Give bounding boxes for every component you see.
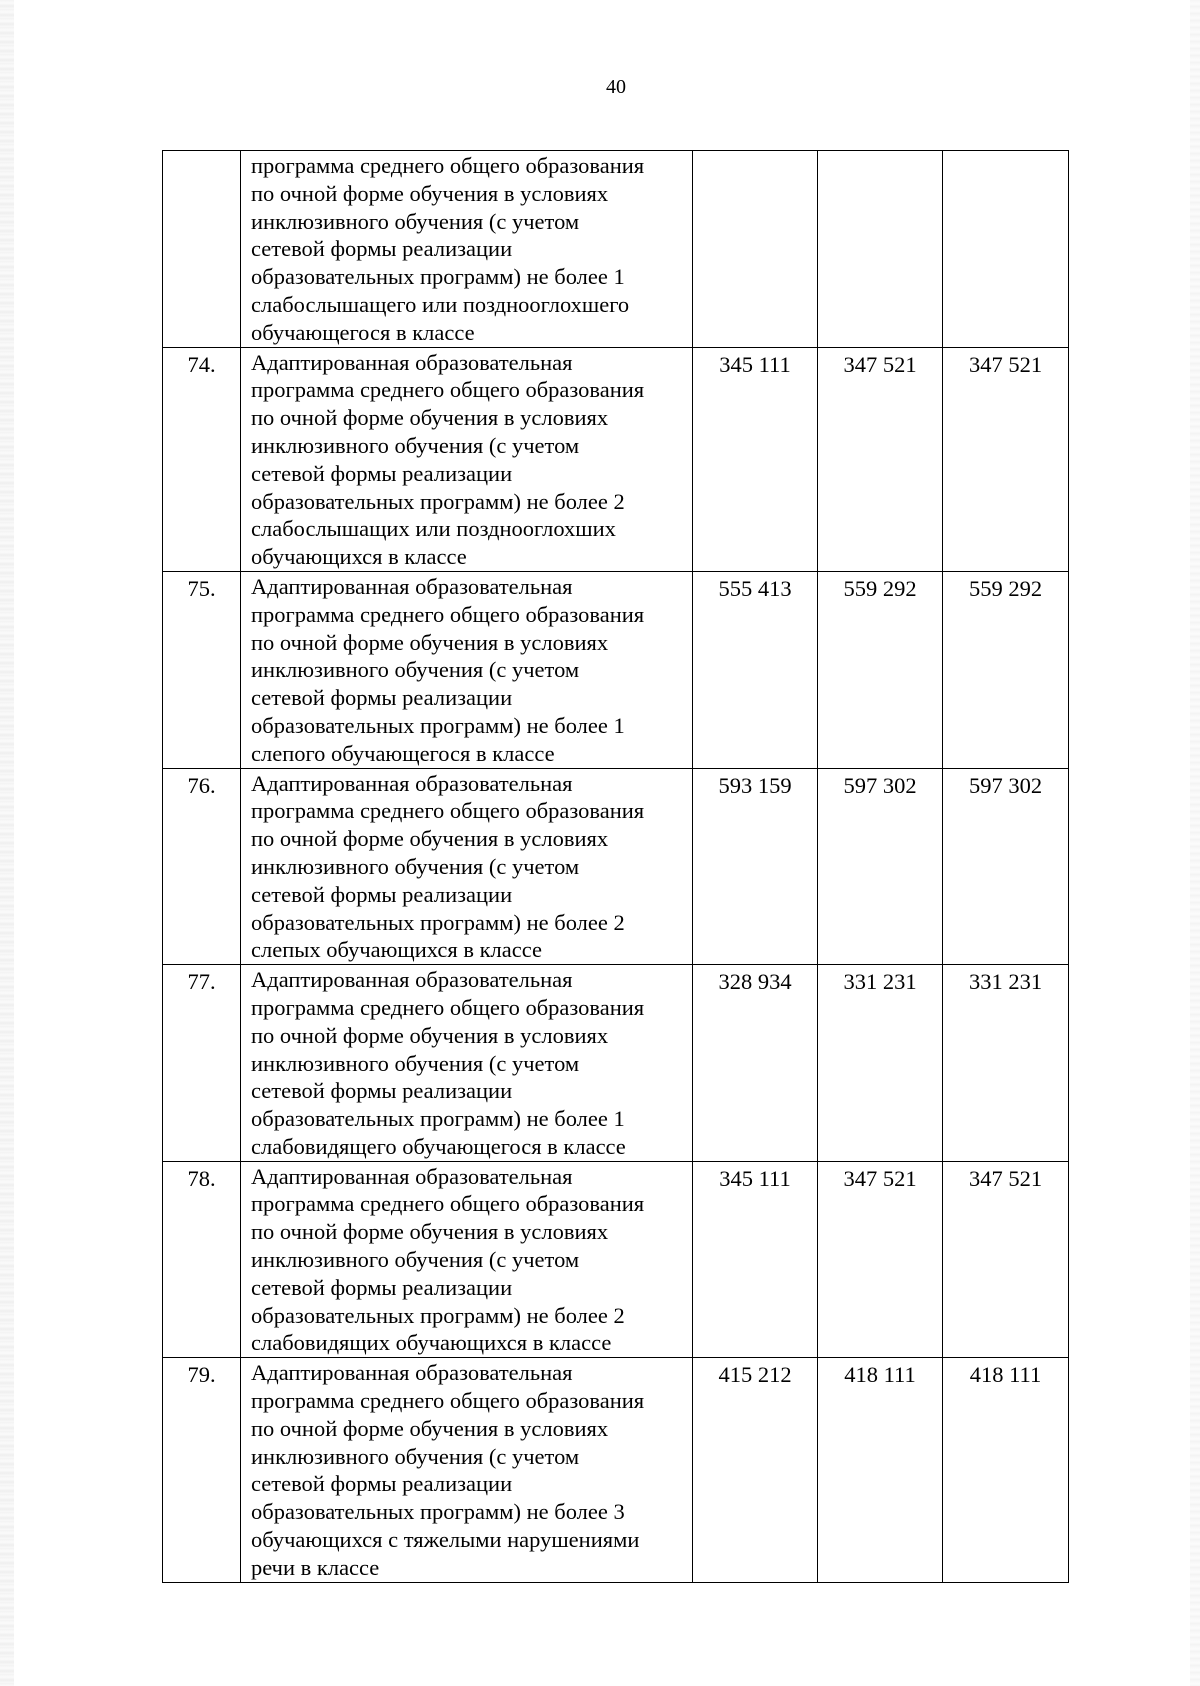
table-row bbox=[163, 1161, 1069, 1358]
row-value-3: 331 231 bbox=[943, 965, 1069, 1162]
scan-edge-left bbox=[0, 0, 14, 1686]
description-line: образовательных программ) не более 1 bbox=[251, 712, 625, 738]
description-line: сетевой формы реализации bbox=[251, 685, 513, 711]
row-value-2: 347 521 bbox=[818, 347, 943, 571]
description-line: программа среднего общего образования bbox=[251, 994, 645, 1020]
row-value-3 bbox=[943, 151, 1069, 348]
row-description bbox=[241, 347, 693, 571]
description-line: слабовидящего обучающегося в классе bbox=[251, 1133, 626, 1159]
description-line: образовательных программ) не более 3 bbox=[251, 1499, 625, 1525]
description-line: слабовидящих обучающихся в классе bbox=[251, 1330, 612, 1356]
description-line: инклюзивного обучения (с учетом bbox=[251, 1443, 580, 1469]
description-line: слепого обучающегося в классе bbox=[251, 740, 555, 766]
description-line: сетевой формы реализации bbox=[251, 1471, 513, 1497]
row-number: 76. bbox=[163, 768, 241, 965]
description-line: инклюзивного обучения (с учетом bbox=[251, 657, 580, 683]
description-line: Адаптированная образовательная bbox=[251, 1360, 573, 1386]
row-value-3: 347 521 bbox=[943, 1161, 1069, 1358]
description-line: Адаптированная образовательная bbox=[251, 967, 573, 993]
description-line: программа среднего общего образования bbox=[251, 601, 645, 627]
description-line: речи в классе bbox=[251, 1554, 380, 1580]
row-value-2: 347 521 bbox=[818, 1161, 943, 1358]
description-line: образовательных программ) не более 2 bbox=[251, 488, 625, 514]
description-line: инклюзивного обучения (с учетом bbox=[251, 1050, 580, 1076]
page-number: 40 bbox=[606, 76, 626, 98]
description-line: обучающегося в классе bbox=[251, 319, 475, 345]
row-value-2: 597 302 bbox=[818, 768, 943, 965]
row-description bbox=[241, 1161, 693, 1358]
row-value-2: 559 292 bbox=[818, 571, 943, 768]
description-line: инклюзивного обучения (с учетом bbox=[251, 1247, 580, 1273]
description-line: сетевой формы реализации bbox=[251, 236, 513, 262]
description-line: Адаптированная образовательная bbox=[251, 573, 573, 599]
table-row bbox=[163, 965, 1069, 1162]
description-line: образовательных программ) не более 1 bbox=[251, 264, 625, 290]
table-row bbox=[163, 768, 1069, 965]
row-description bbox=[241, 151, 693, 348]
row-value-1: 345 111 bbox=[693, 1161, 818, 1358]
row-number: 74. bbox=[163, 347, 241, 571]
description-line: сетевой формы реализации bbox=[251, 1274, 513, 1300]
description-line: по очной форме обучения в условиях bbox=[251, 405, 609, 431]
table-row bbox=[163, 571, 1069, 768]
row-value-3: 597 302 bbox=[943, 768, 1069, 965]
description-line: сетевой формы реализации bbox=[251, 881, 513, 907]
table-row bbox=[163, 151, 1069, 348]
description-line: слепых обучающихся в классе bbox=[251, 937, 542, 963]
description-line: обучающихся в классе bbox=[251, 544, 467, 570]
row-value-1: 345 111 bbox=[693, 347, 818, 571]
row-number: 77. bbox=[163, 965, 241, 1162]
description-line: по очной форме обучения в условиях bbox=[251, 1219, 609, 1245]
description-line: программа среднего общего образования bbox=[251, 153, 645, 178]
description-line: Адаптированная образовательная bbox=[251, 1163, 573, 1189]
scan-edge-right bbox=[1190, 0, 1200, 1686]
row-value-2: 418 111 bbox=[818, 1358, 943, 1582]
description-line: по очной форме обучения в условиях bbox=[251, 180, 609, 206]
description-line: образовательных программ) не более 1 bbox=[251, 1106, 625, 1132]
row-value-2 bbox=[818, 151, 943, 348]
description-line: программа среднего общего образования bbox=[251, 1191, 645, 1217]
description-line: слабослышащих или позднооглохших bbox=[251, 516, 616, 542]
row-number bbox=[163, 151, 241, 348]
description-line: Адаптированная образовательная bbox=[251, 349, 573, 375]
description-line: слабослышащего или позднооглохшего bbox=[251, 291, 630, 317]
description-line: сетевой формы реализации bbox=[251, 460, 513, 486]
description-line: инклюзивного обучения (с учетом bbox=[251, 432, 580, 458]
row-description bbox=[241, 571, 693, 768]
row-value-3: 559 292 bbox=[943, 571, 1069, 768]
table-body bbox=[163, 151, 1069, 1583]
description-line: образовательных программ) не более 2 bbox=[251, 909, 625, 935]
tariff-table bbox=[162, 150, 1069, 1583]
row-description bbox=[241, 1358, 693, 1582]
row-number: 78. bbox=[163, 1161, 241, 1358]
row-description bbox=[241, 768, 693, 965]
row-value-1: 555 413 bbox=[693, 571, 818, 768]
description-line: обучающихся с тяжелыми нарушениями bbox=[251, 1527, 640, 1553]
description-line: сетевой формы реализации bbox=[251, 1078, 513, 1104]
description-line: по очной форме обучения в условиях bbox=[251, 826, 609, 852]
row-value-3: 347 521 bbox=[943, 347, 1069, 571]
row-number: 75. bbox=[163, 571, 241, 768]
row-value-1: 593 159 bbox=[693, 768, 818, 965]
row-value-3: 418 111 bbox=[943, 1358, 1069, 1582]
row-value-1: 415 212 bbox=[693, 1358, 818, 1582]
description-line: инклюзивного обучения (с учетом bbox=[251, 853, 580, 879]
table-row bbox=[163, 347, 1069, 571]
description-line: по очной форме обучения в условиях bbox=[251, 1415, 609, 1441]
row-value-1 bbox=[693, 151, 818, 348]
row-value-1: 328 934 bbox=[693, 965, 818, 1162]
description-line: программа среднего общего образования bbox=[251, 1388, 645, 1414]
description-line: инклюзивного обучения (с учетом bbox=[251, 208, 580, 234]
description-line: Адаптированная образовательная bbox=[251, 770, 573, 796]
row-description bbox=[241, 965, 693, 1162]
description-line: образовательных программ) не более 2 bbox=[251, 1302, 625, 1328]
row-value-2: 331 231 bbox=[818, 965, 943, 1162]
description-line: программа среднего общего образования bbox=[251, 798, 645, 824]
description-line: по очной форме обучения в условиях bbox=[251, 629, 609, 655]
description-line: программа среднего общего образования bbox=[251, 377, 645, 403]
table-row bbox=[163, 1358, 1069, 1582]
description-line: по очной форме обучения в условиях bbox=[251, 1022, 609, 1048]
row-number: 79. bbox=[163, 1358, 241, 1582]
